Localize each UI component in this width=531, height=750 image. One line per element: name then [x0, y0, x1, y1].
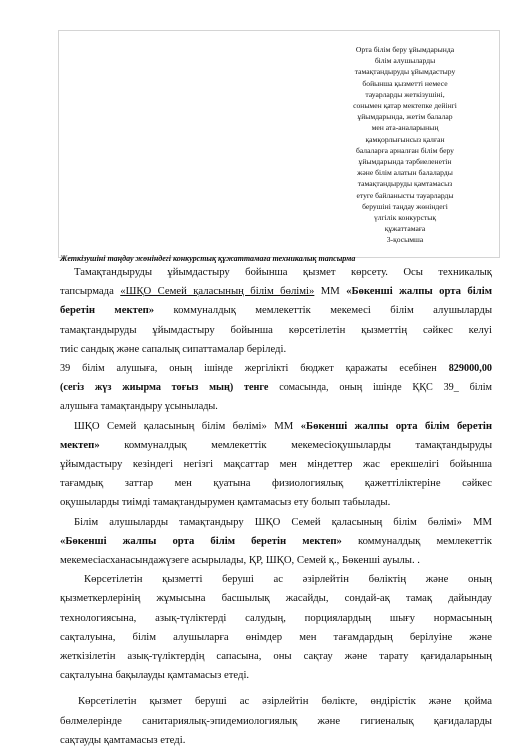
document-title: Жеткізушіні таңдау жөніндегі конкурстық құжаттамаға техникалық тапсырма	[60, 254, 356, 263]
paragraph-line	[60, 417, 492, 436]
text: сомасында, оның ішінде ҚҚС 39_ білім	[268, 382, 492, 394]
paragraph-line	[60, 263, 492, 282]
annex-line: балаларға арналған білім беру	[356, 145, 454, 155]
annex-line: қамқорлығынсыз қалған	[365, 134, 445, 144]
annex-line: берушіні таңдау жөніндегі	[362, 201, 448, 211]
paragraph-line	[60, 359, 492, 378]
paragraph-line	[60, 340, 492, 359]
paragraph-line	[60, 455, 492, 474]
paragraph-line	[60, 712, 492, 731]
school-name: «Бөкенші жалпы орта білім	[346, 285, 492, 298]
text: мекемесіасханасындажүзеге асырылады, ҚР, ШҚО, Семей қ., Бөкенші ауылы. .	[60, 554, 420, 567]
paragraph-line	[60, 551, 492, 570]
annex-block	[330, 44, 480, 246]
paragraph-line	[60, 609, 492, 628]
amount-words: (сегіз жүз жиырма тоғыз мың) тенге	[60, 382, 269, 394]
annex-line: мен ата-аналарының	[371, 123, 439, 133]
text: сақталуына, білім алушыларға өнімдер мен тағамдардың берілуіне және	[60, 630, 492, 643]
text: Тамақтандыруды ұйымдастыру бойынша қызмет көрсету. Осы техникалық	[74, 266, 492, 278]
annex-line: және білім алатын балаларды	[357, 168, 453, 178]
text: қызметкерлерінің жұмысына басшылық жасайды, сондай-ақ тамақ дайындау	[60, 592, 492, 605]
text: коммуналдық мемлекеттік мекемесі білім алушыларды	[154, 304, 492, 317]
text: Көрсетілетін қызметті беруші ас әзірлейтін бөліктің және оның	[84, 573, 492, 586]
paragraph-line	[60, 692, 492, 711]
school-name: «Бөкенші жалпы орта білім беретін	[300, 419, 492, 432]
paragraph-line	[60, 666, 492, 685]
paragraph-gap	[60, 685, 492, 692]
annex-line: тамақтандыруды қамтамасыз	[357, 179, 453, 189]
school-name: мектеп»	[60, 438, 100, 451]
annex-line: ұйымдарында тәрбиеленетін	[358, 157, 452, 167]
annex-line: 3-қосымша	[386, 235, 424, 245]
amount-value: 829000,00	[448, 363, 492, 375]
text: тиіс сандық және сапалық сипаттамалар беріледі.	[60, 342, 287, 355]
text: ММ	[314, 285, 347, 298]
paragraph-line	[60, 378, 492, 397]
text: сақталуына бақылауды қамтамасыз етеді.	[60, 669, 250, 682]
annex-line: білім алушыларды	[374, 56, 436, 66]
text: коммуналдық мемлекеттік	[341, 534, 492, 547]
annex-line: Орта білім беру ұйымдарында	[355, 45, 455, 54]
paragraph-line	[60, 282, 492, 301]
school-name: «Бөкенші жалпы орта білім беретін мектеп»	[60, 534, 342, 547]
text: технологиясына, азық-түліктерді салудың, порциялардың шығу нормасының	[60, 611, 492, 624]
annex-line: құжаттамаға	[384, 224, 426, 234]
department-name: «ШҚО Семей қаласының білім бөлімі»	[120, 285, 315, 298]
paragraph-line	[60, 474, 492, 493]
text: сақтауды қамтамасыз етеді.	[60, 733, 186, 746]
text: алушыға тамақтандыру ұсынылады.	[60, 401, 218, 413]
annex-line: ұйымдарында, жетім балалар	[357, 112, 453, 122]
paragraph-line	[60, 532, 492, 551]
paragraph-line	[60, 731, 492, 750]
paragraph-line	[60, 301, 492, 320]
paragraph-line	[60, 628, 492, 647]
text: Білім алушыларды тамақтандыру ШҚО Семей қаласының білім бөлімі» ММ	[74, 515, 492, 528]
text: тағамдық заттар мен қуатына физиологиялық қажеттіліктеріне сәйкес	[60, 477, 492, 490]
paragraph-line	[60, 513, 492, 532]
paragraph-line	[60, 397, 492, 416]
school-name: беретін мектеп»	[60, 304, 155, 317]
text: оқушыларды тиімді тамақтандырумен қамтамасыз ету болып табылады.	[60, 496, 391, 509]
paragraph-line	[60, 647, 492, 666]
paragraph-line	[60, 589, 492, 608]
annex-line: сонымен қатар мектепке дейінгі	[353, 101, 457, 111]
text: ШҚО Семей қаласының білім бөлімі» ММ	[74, 419, 301, 432]
text: ұйымдастыру кезіндегі негізгі мақсаттар мен міндеттер жас ерекшелігі бойынша	[60, 458, 492, 471]
text: коммуналдық мемлекеттік мекемесіоқушыларды тамақтандыруды	[99, 438, 492, 451]
document-body	[60, 263, 492, 750]
paragraph-line	[60, 436, 492, 455]
annex-line: етуге байланысты тауарларды	[356, 190, 454, 200]
text: тапсырмада	[60, 285, 121, 298]
annex-line: бойынша қызметті немесе	[362, 78, 448, 88]
annex-line: тамақтандыруды ұйымдастыру	[354, 67, 456, 77]
text: жеткізілетін азық-түліктердің сапасына, оны сақтау және тарату қағидаларының	[60, 650, 492, 663]
paragraph-line	[60, 321, 492, 340]
annex-line: үлгілік конкурстық	[373, 213, 437, 223]
text: 39 білім алушыға, оның ішінде жергілікті бюджет қаражаты есебінен	[60, 363, 449, 375]
annex-line: тауарларды жеткізушіні,	[365, 89, 445, 99]
text: бөлмелерінде санитариялық-эпидемиологиялық және гигиеналық қағидаларды	[60, 714, 492, 727]
text: Көрсетілетін қызмет беруші ас әзірлейтін бөлікте, өндірістік және қойма	[78, 695, 492, 708]
paragraph-line	[60, 493, 492, 512]
paragraph-line	[60, 570, 492, 589]
text: тамақтандыруды ұйымдастыру бойынша көрсетілетін қызметтің сәйкес келуі	[60, 323, 492, 336]
